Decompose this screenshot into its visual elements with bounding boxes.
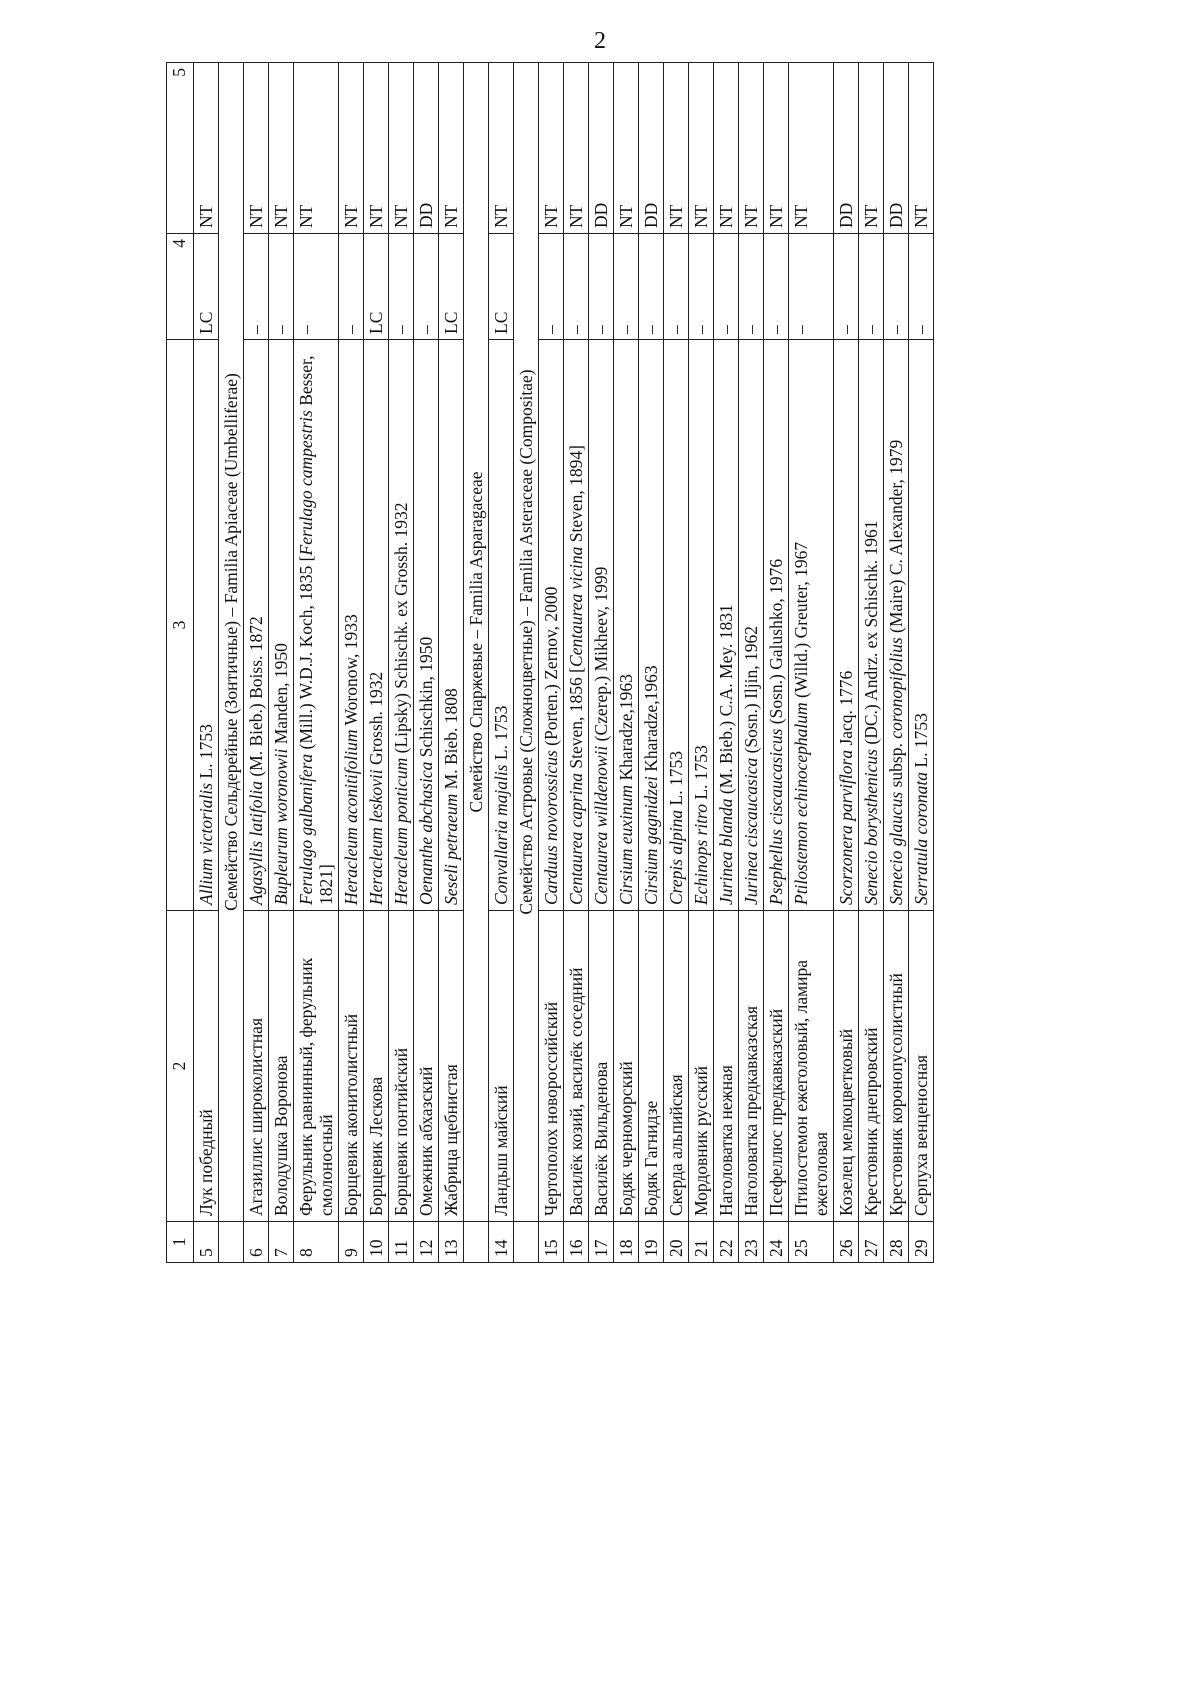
table-row [739,63,764,1263]
status-column-4: – [789,234,834,340]
latin-name-author: Kharadze,1963 [641,665,661,777]
status-column-4: LC [364,234,389,340]
status-column-5: NT [614,63,639,234]
latin-name [859,340,884,911]
status-column-5: NT [664,63,689,234]
row-number: 7 [269,1222,294,1263]
table-row [614,63,639,1263]
row-number: 16 [564,1222,589,1263]
latin-name-author: Grossh. 1932 [366,671,386,770]
status-column-4: – [909,234,934,340]
family-heading: Семейство Сельдерейные (Зонтичные) – Familia Apiaceae (Umbelliferae) [219,63,244,1222]
latin-name-italic: Cirsium gagnidzei [641,776,661,905]
latin-name-author: (Lipsky) Schischk. ex Grossh. 1932 [391,502,411,758]
latin-name-italic: Bupleurum woronowii [271,748,291,905]
latin-name-italic: Convallaria majalis [491,764,511,905]
empty-cell [464,1222,489,1263]
table-row [859,63,884,1263]
russian-name: Козелец мелкоцветковый [834,911,859,1222]
status-column-5: DD [414,63,439,234]
latin-synonym-author: Steven, 1894] [566,445,586,547]
row-number: 9 [339,1222,364,1263]
row-number: 29 [909,1222,934,1263]
status-column-5: NT [339,63,364,234]
family-heading-row [464,63,489,1263]
row-number: 21 [689,1222,714,1263]
table-row [539,63,564,1263]
status-column-5: NT [689,63,714,234]
russian-name: Серпуха венценосная [909,911,934,1222]
latin-name-author: (Mill.) W.D.J. Koch, 1835 [ [296,555,316,754]
status-column-4: – [339,234,364,340]
latin-name-italic: Serratula coronata [911,771,931,905]
latin-name [564,340,589,911]
status-column-5: DD [834,63,859,234]
table-row [364,63,389,1263]
status-column-4: – [414,234,439,340]
russian-name: Василёк козий, василёк соседний [564,911,589,1222]
status-column-4: LC [439,234,464,340]
latin-name-italic: Jurinea ciscaucasica [741,757,761,905]
row-number: 11 [389,1222,414,1263]
status-column-5: DD [639,63,664,234]
status-column-5: NT [364,63,389,234]
table-header-row [167,63,194,1263]
status-column-5: NT [439,63,464,234]
latin-name [789,340,834,911]
family-heading-row [514,63,539,1263]
status-column-5: NT [389,63,414,234]
russian-name: Борщевик аконитолистный [339,911,364,1222]
russian-name: Лук победный [194,911,219,1222]
russian-name: Крестовник коронопусолистный [884,911,909,1222]
species-table-body [167,63,934,1263]
latin-name-italic: Carduus novorossicus [541,750,561,905]
russian-name: Птилостемон ежеголовый, ламира ежеголовая [789,911,834,1222]
russian-name: Ферульник равнинный, ферульник смолоносный [294,911,339,1222]
latin-name-italic: Scorzonera parviflora [836,749,856,905]
table-row [714,63,739,1263]
column-header-2: 2 [167,911,194,1222]
latin-name-author: (M. Bieb.) Boiss. 1872 [246,616,266,782]
status-column-5: NT [194,63,219,234]
status-column-5: NT [714,63,739,234]
status-column-4: – [539,234,564,340]
table-row [639,63,664,1263]
latin-name-italic: Seseli petraeum [441,793,461,905]
russian-name: Ландыш майский [489,911,514,1222]
rotated-table-container [166,68,1200,1263]
row-number: 19 [639,1222,664,1263]
row-number: 6 [244,1222,269,1263]
status-column-5: NT [859,63,884,234]
latin-name [589,340,614,911]
russian-name: Володушка Воронова [269,911,294,1222]
latin-name-author: Schischkin, 1950 [416,636,436,762]
latin-name-italic: Centaurea caprina [566,772,586,905]
latin-name [714,340,739,911]
latin-name [909,340,934,911]
status-column-4: – [714,234,739,340]
row-number: 26 [834,1222,859,1263]
status-column-5: NT [489,63,514,234]
latin-name [364,340,389,911]
table-row [909,63,934,1263]
latin-name [764,340,789,911]
latin-name-author: (DC.) Andrz. ex Schischk. 1961 [861,520,881,749]
status-column-5: NT [909,63,934,234]
empty-cell [514,1222,539,1263]
latin-name-italic: Crepis alpina [666,809,686,905]
table-row [689,63,714,1263]
russian-name: Жабрица щебнистая [439,911,464,1222]
status-column-4: – [269,234,294,340]
table-row [414,63,439,1263]
status-column-5: DD [589,63,614,234]
status-column-5: NT [789,63,834,234]
table-rotation-frame [166,68,1200,1263]
latin-name-italic: Centaurea willdenowii [591,745,611,905]
latin-name-italic: Heracleum aconitifolium [341,729,361,905]
status-column-4: – [859,234,884,340]
family-heading-row [219,63,244,1263]
latin-name [834,340,859,911]
family-heading: Семейство Спаржевые – Familia Asparagaceae [464,63,489,1222]
latin-name [194,340,219,911]
russian-name: Наголоватка нежная [714,911,739,1222]
latin-name-author: (Czerep.) Mikheev, 1999 [591,566,611,746]
table-row [194,63,219,1263]
latin-name-italic: Agasyllis latifolia [246,781,266,905]
status-column-4: – [639,234,664,340]
latin-name [244,340,269,911]
latin-name-author: (Sosn.) Iljin, 1962 [741,626,761,758]
row-number: 18 [614,1222,639,1263]
row-number: 14 [489,1222,514,1263]
latin-name-italic: Ferulago galbanifera [296,753,316,905]
latin-name [539,340,564,911]
status-column-4: – [614,234,639,340]
russian-name: Борщевик понтийский [389,911,414,1222]
latin-name-author: Jacq. 1776 [836,670,856,750]
table-row [589,63,614,1263]
latin-name-italic: Jurinea blanda [716,798,736,905]
status-column-4: – [564,234,589,340]
table-row [834,63,859,1263]
latin-name [294,340,339,911]
russian-name: Крестовник днепровский [859,911,884,1222]
latin-name [389,340,414,911]
latin-synonym-italic: Ferulago campestris [296,410,316,556]
status-column-5: DD [884,63,909,234]
latin-name-author: L. 1753 [491,705,511,765]
status-column-4: – [834,234,859,340]
status-column-5: NT [764,63,789,234]
latin-name-italic: Senecio borysthenicus [861,749,881,905]
russian-name: Скерда альпийская [664,911,689,1222]
russian-name: Бодяк Гагнидзе [639,911,664,1222]
row-number: 5 [194,1222,219,1263]
table-row [294,63,339,1263]
row-number: 10 [364,1222,389,1263]
latin-name-author: L. 1753 [196,724,216,783]
page-number: 2 [594,28,606,54]
russian-name: Агазиллис широколистная [244,911,269,1222]
latin-synonym-author: Besser, 1821] [296,355,336,905]
table-row [489,63,514,1263]
status-column-4: LC [489,234,514,340]
latin-name-author: L. 1753 [666,751,686,810]
latin-name-author: L. 1753 [691,745,711,805]
status-column-4: – [294,234,339,340]
row-number: 20 [664,1222,689,1263]
column-header-1: 1 [167,1222,194,1263]
table-row [764,63,789,1263]
table-row [564,63,589,1263]
russian-name: Мордовник русский [689,911,714,1222]
russian-name: Бодяк черноморский [614,911,639,1222]
latin-name [689,340,714,911]
status-column-4: – [689,234,714,340]
latin-synonym-italic: coronopifolius [886,637,906,739]
latin-name-italic: Oenanthe abchasica [416,761,436,905]
latin-name [614,340,639,911]
row-number: 27 [859,1222,884,1263]
latin-name-italic: Ptilostemon echinocephalum [791,702,811,905]
table-row [244,63,269,1263]
latin-name [664,340,689,911]
row-number: 12 [414,1222,439,1263]
latin-name-italic: Allium victorialis [196,782,216,905]
russian-name: Омежник абхазский [414,911,439,1222]
row-number: 15 [539,1222,564,1263]
row-number: 28 [884,1222,909,1263]
empty-cell [219,1222,244,1263]
russian-name: Чертополох новороссийский [539,911,564,1222]
latin-name-italic: Heracleum ponticum [391,757,411,905]
latin-name-author: Woronow, 1933 [341,614,361,730]
latin-name-author: subsp. [886,738,906,792]
status-column-5: NT [739,63,764,234]
row-number: 25 [789,1222,834,1263]
russian-name: Василёк Вильденова [589,911,614,1222]
table-row [664,63,689,1263]
status-column-4: LC [194,234,219,340]
latin-name-author: (Willd.) Greuter, 1967 [791,541,811,703]
russian-name: Наголоватка предкавказская [739,911,764,1222]
latin-name-italic: Senecio glaucus [886,791,906,905]
column-header-4: 4 [167,234,194,340]
status-column-5: NT [269,63,294,234]
status-column-5: NT [539,63,564,234]
status-column-4: – [244,234,269,340]
table-row [389,63,414,1263]
table-row [439,63,464,1263]
latin-name-italic: Cirsium euxinum [616,784,636,905]
latin-name-italic: Heracleum leskovii [366,769,386,905]
latin-name-author: Manden, 1950 [271,643,291,749]
latin-name-italic: Echinops ritro [691,804,711,905]
table-row [884,63,909,1263]
latin-name [489,340,514,911]
row-number: 22 [714,1222,739,1263]
latin-name [739,340,764,911]
latin-name-author: M. Bieb. 1808 [441,688,461,794]
latin-name-author: (Sosn.) Galushko, 1976 [766,558,786,729]
row-number: 13 [439,1222,464,1263]
species-table [166,62,934,1263]
russian-name: Псефеллюс предкавказский [764,911,789,1222]
status-column-4: – [589,234,614,340]
latin-name-author: (Porten.) Zernov, 2000 [541,586,561,751]
latin-name [414,340,439,911]
status-column-5: NT [294,63,339,234]
latin-name [439,340,464,911]
status-column-4: – [884,234,909,340]
latin-name [339,340,364,911]
row-number: 17 [589,1222,614,1263]
latin-name-author: L. 1753 [911,713,931,772]
column-header-5: 5 [167,63,194,234]
latin-name [639,340,664,911]
family-heading: Семейство Астровые (Сложноцветные) – Familia Asteraceae (Compositae) [514,63,539,1222]
latin-name-author: Steven, 1856 [ [566,666,586,773]
status-column-5: NT [244,63,269,234]
status-column-4: – [664,234,689,340]
status-column-4: – [739,234,764,340]
latin-synonym-italic: Centaurea vicina [566,546,586,667]
table-row [339,63,364,1263]
row-number: 8 [294,1222,339,1263]
table-row [269,63,294,1263]
latin-name [884,340,909,911]
row-number: 24 [764,1222,789,1263]
latin-name-author: (M. Bieb.) C.A. Mey. 1831 [716,604,736,799]
russian-name: Борщевик Лескова [364,911,389,1222]
table-row [789,63,834,1263]
latin-name-author: Kharadze,1963 [616,674,636,785]
latin-synonym-author: (Maire) C. Alexander, 1979 [886,439,906,638]
status-column-5: NT [564,63,589,234]
row-number: 23 [739,1222,764,1263]
latin-name-italic: Psephellus ciscaucasicus [766,728,786,905]
column-header-3: 3 [167,340,194,911]
status-column-4: – [389,234,414,340]
latin-name [269,340,294,911]
status-column-4: – [764,234,789,340]
